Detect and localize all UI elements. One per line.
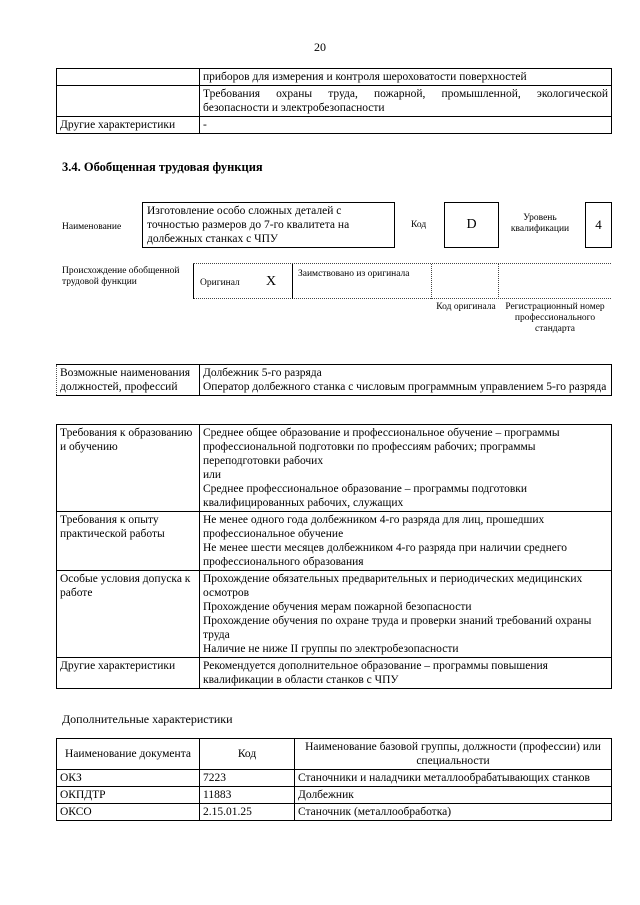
original-cell [193,264,293,299]
level-label: Уровень квалификации [510,213,570,234]
extra-table [56,738,612,821]
name-label: Наименование [62,222,122,232]
table-row [57,739,612,770]
table-row [57,86,612,117]
table-cell: Другие характеристики [57,117,200,134]
table-cell: ОКСО [57,804,200,821]
table-row [57,69,612,86]
table-row [57,804,612,821]
positions-label: Возможные наименования должностей, профессий [57,365,200,396]
req-line: Среднее общее образование и профессиональное обучение – программы профессиональной подготовки по профессиям рабочих; программы переподготовки рабочих [203,427,560,467]
position-line: Долбежник 5-го разряда [203,367,322,379]
origin-row [193,263,611,299]
page-number: 20 [314,40,326,54]
requirements-table [56,424,612,689]
origin-label: Происхождение обобщенной трудовой функции [62,266,180,287]
req-line: Прохождение обучения по охране труда и проверки знаний требований охраны труда [203,615,592,641]
table-row [57,770,612,787]
extra-header: Код [200,739,295,770]
req-label: Другие характеристики [57,658,200,689]
table-cell: Долбежник [295,787,612,804]
table-cell: 2.15.01.25 [200,804,295,821]
table-cell: ОКЗ [57,770,200,787]
req-line: Среднее профессиональное образование – программы подготовки квалифицированных рабочих, служащих [203,483,528,509]
section-title: 3.4. Обобщенная трудовая функция [62,160,263,174]
reg-caption: Регистрационный номер профессионального стандарта [505,302,605,334]
name-value: Изготовление особо сложных деталей с точностью размеров до 7-го квалитета на долбежных станках с ЧПУ [142,202,395,248]
req-values [200,571,612,658]
borrowed-label: Заимствовано из оригинала [298,269,410,279]
extra-header: Наименование базовой группы, должности (профессии) или специальности [295,739,612,770]
original-label: Оригинал [200,278,240,288]
table-row [57,425,612,512]
code-caption: Код оригинала [436,302,496,312]
code-label: Код [411,220,427,230]
position-line: Оператор долбежного станка с числовым программным управлением 5-го разряда [203,381,607,393]
req-line: Не менее одного года долбежником 4-го разряда для лиц, прошедших профессиональное обучение [203,514,545,540]
positions-values [200,365,612,396]
req-line: Прохождение обязательных предварительных и периодических медицинских осмотров [203,573,583,599]
positions-table [56,364,612,396]
table-cell: - [200,117,612,134]
table-cell [57,86,200,117]
req-line: Прохождение обучения мерам пожарной безопасности [203,601,472,613]
table-cell: приборов для измерения и контроля шероховатости поверхностей [200,69,612,86]
table-cell: Станочники и наладчики металлообрабатывающих станков [295,770,612,787]
code-value: D [444,202,499,248]
req-line: Наличие не ниже II группы по электробезопасности [203,643,459,655]
req-values [200,425,612,512]
table-row [57,512,612,571]
table-row [57,658,612,689]
req-line: Рекомендуется дополнительное образование – программы повышения квалификации в области станков с ЧПУ [203,660,548,686]
table-cell [57,69,200,86]
table-cell: ОКПДТР [57,787,200,804]
req-values [200,658,612,689]
req-label: Требования к опыту практической работы [57,512,200,571]
req-line: или [203,469,222,481]
table-cell: 7223 [200,770,295,787]
table-row [57,787,612,804]
extra-title: Дополнительные характеристики [62,712,233,726]
table-row [57,365,612,396]
req-label: Требования к образованию и обучению [57,425,200,512]
table-cell: Требования охраны труда, пожарной, промышленной, экологической безопасности и электробезопасности [200,86,612,117]
top-table [56,68,612,134]
table-cell: 11883 [200,787,295,804]
req-values [200,512,612,571]
level-value: 4 [585,202,612,248]
req-line: Не менее шести месяцев долбежником 4-го разряда при наличии среднего профессионального образования [203,542,568,568]
original-mark: X [266,274,277,289]
table-row [57,117,612,134]
req-label: Особые условия допуска к работе [57,571,200,658]
extra-header: Наименование документа [57,739,200,770]
table-row [57,571,612,658]
table-cell: Станочник (металлообработка) [295,804,612,821]
